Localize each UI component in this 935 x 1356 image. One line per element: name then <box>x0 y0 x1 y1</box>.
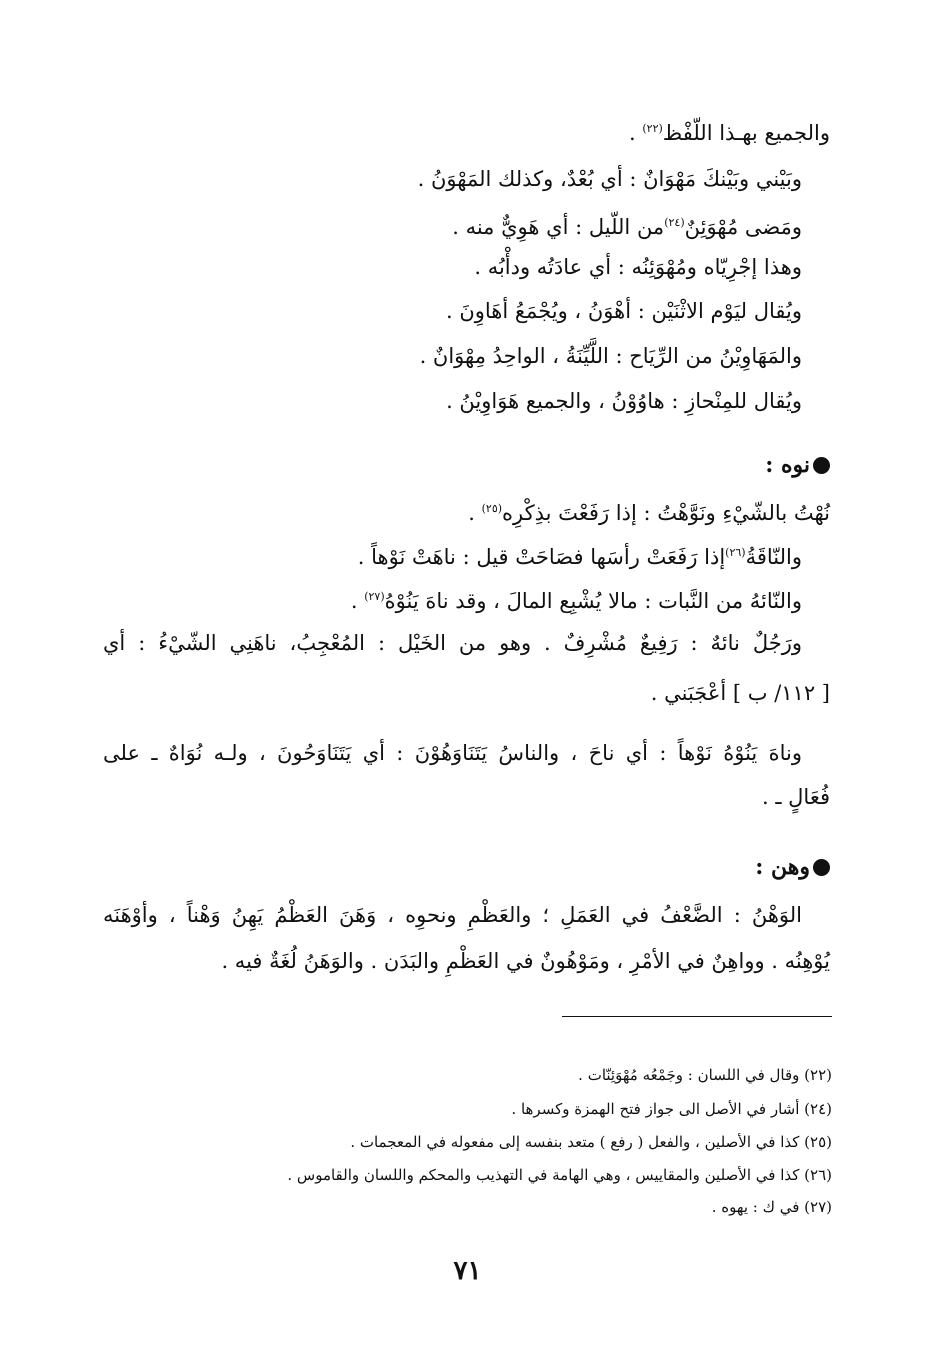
footnote-ref-22: (٢٢) <box>642 122 663 135</box>
footnote-ref-26: (٢٦) <box>725 546 746 559</box>
nwh-line-6: وناهَ يَنُوْهُ نَوْهاً : أي ناحَ ، والناسُ يَتَنَاوَهُوْنَ : أي يَتَنَاوَحُونَ ، ولـه نُوَاهٌ ـ على <box>103 741 802 765</box>
section-heading-whn: وهن : <box>755 852 830 882</box>
text-line-7: ويُقال للمِنْحازِ : هاوُوْنُ ، والجميع هَوَاوِيْنُ . <box>446 389 802 413</box>
text-line-2: وبَيْني وبَيْنكَ مَهْوَانٌ : أي بُعْدٌ، وكذلك المَهْوَنُ . <box>417 167 802 191</box>
text-line-3: ومَضى مُهْوَئِنٌ$^{(٢٤)}$من اللّيل : أي هَوِيٌّ منه . <box>452 215 802 239</box>
page-number: ٧١ <box>453 1256 482 1286</box>
footnote-ref-24: (٢٤) <box>664 216 685 229</box>
footnote-22: (٢٢) وقال في اللسان : وجَمْعُه مُهْوَئِنّات . <box>578 1066 832 1084</box>
footnote-separator <box>562 1016 832 1017</box>
nwh-line-7: فُعَالٍ ـ . <box>761 785 830 809</box>
bullet-dot-icon <box>813 859 830 876</box>
footnote-24: (٢٤) أشار في الأصل الى جواز فتح الهمزة وكسرها . <box>511 1100 832 1118</box>
section-heading-nwh: نوه : <box>765 450 830 480</box>
footnote-ref-25: (٢٥) <box>481 502 503 515</box>
nwh-line-3: والنّائهُ من النَّبات : مالا يُشْبِع المالَ ، وقد ناهَ يَنُوْهُ$^{(٢٧)}$ . <box>350 589 802 613</box>
nwh-line-4: ورَجُلٌ نائهٌ : رَفِيعٌ مُشْرِفٌ . وهو من الخَيْل : المُعْجِبُ، ناهَنِي الشّيْءُ : أي <box>103 631 802 655</box>
footnote-27: (٢٧) في ك : يهوه . <box>711 1198 832 1216</box>
footnote-25: (٢٥) كذا في الأصلين ، والفعل ( رفع ) متعد بنفسه إلى مفعوله في المعجمات . <box>350 1133 832 1151</box>
footnote-ref-27: (٢٧) <box>364 590 385 603</box>
text-line-5: ويُقال ليَوْم الاثْنَيْن : أهْوَنُ ، ويُجْمَعُ أهَاوِنَ . <box>445 299 802 323</box>
text-line-6: والمَهَاوِيْنُ من الرِّيَاح : اللَّيِّنَةُ ، الواحِدُ مِهْوَانٌ . <box>419 344 802 368</box>
nwh-line-1: نُهْتُ بالشّيْءِ ونَوَّهْتُ : إذا رَفَعْتَ بذِكْرِه$^{(٢٥)}$ . <box>468 501 830 525</box>
whn-line-1: الوَهْنُ : الضَّعْفُ في العَمَلِ ؛ والعَظْمِ ونحوِه ، وَهَنَ العَظْمُ يَهِنُ وَهْناً ، وأوْهَنَه <box>103 903 802 927</box>
whn-line-2: يُوْهِنُه . وواهِنٌ في الأمْرِ ، ومَوْهُونٌ في العَظْمِ والبَدَن . والوَهَنُ لُغَةٌ فيه . <box>221 949 830 973</box>
text-line-4: وهذا إجْرِيّاه ومُهْوَئِنُه : أي عادَتُه ودأْبُه . <box>474 255 802 279</box>
nwh-line-5: [ ١١٢/ ب ] أعْجَبَني . <box>650 681 830 705</box>
bullet-dot-icon <box>813 457 830 474</box>
nwh-line-2: والنّاقَةُ$^{(٢٦)}$إذا رَفَعَتْ رأسَها فصَاحَتْ قيل : ناهَتْ نَوْهاً . <box>357 545 802 569</box>
footnote-26: (٢٦) كذا في الأصلين والمقاييس ، وهي الهامة في التهذيب والمحكم واللسان والقاموس . <box>287 1166 832 1184</box>
text-line-1: والجميع بهـذا اللّفْظ$^{(٢٢)}$ . <box>629 121 830 145</box>
